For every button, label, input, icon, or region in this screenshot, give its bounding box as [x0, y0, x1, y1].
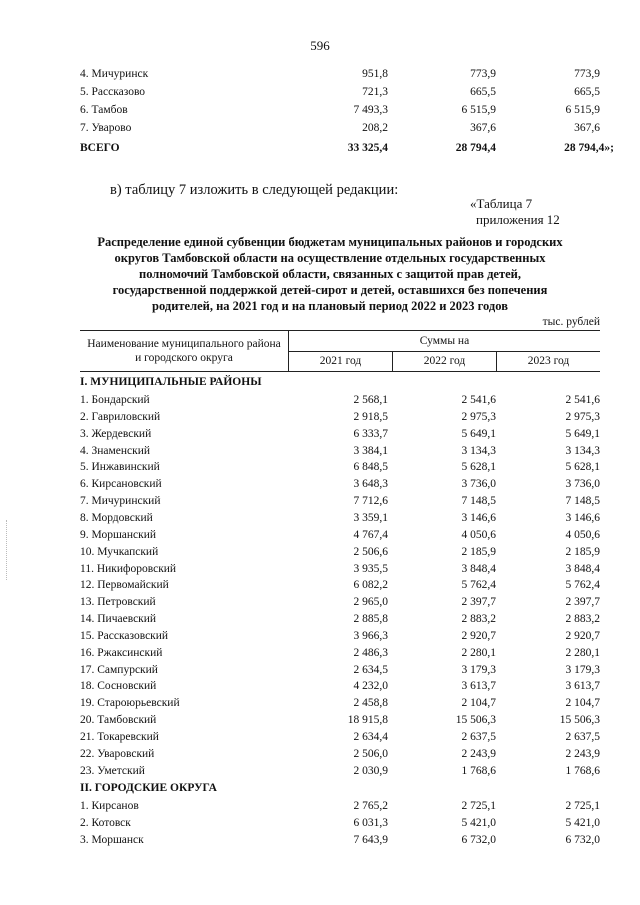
table-row: [80, 798, 600, 814]
row-value-2023: 5 762,4: [565, 579, 600, 592]
row-name: 1. Кирсанов: [80, 800, 139, 812]
header-name-line2: и городского округа: [135, 352, 233, 364]
row-value-2021: 2 634,4: [353, 731, 388, 743]
table-reference-line2: приложения 12: [476, 212, 560, 227]
table-row: [80, 409, 600, 425]
header-year-2023: 2023 год: [527, 355, 570, 367]
row-name: 2. Котовск: [80, 817, 131, 829]
row-value-2021: 2 506,0: [353, 747, 388, 760]
row-value-2021: 2 965,0: [353, 596, 388, 609]
row-value-3: 665,5: [574, 86, 600, 98]
row-name: 4. Знаменский: [80, 444, 151, 457]
row-name: 17. Сампурский: [80, 663, 158, 676]
row-value-1: 951,8: [362, 68, 388, 80]
row-value-2021: 4 232,0: [353, 680, 388, 693]
table-row: [80, 66, 600, 82]
table-row: [80, 712, 600, 728]
row-value-2021: 3 966,3: [353, 629, 388, 642]
table-row: [80, 815, 600, 831]
table-row: [80, 510, 600, 526]
table-row: [80, 84, 600, 100]
instruction-text: в) таблицу 7 изложить в следующей редакции:: [110, 182, 399, 198]
row-value-2022: 2 280,1: [461, 646, 496, 659]
row-value-2023: 2 541,6: [565, 394, 600, 406]
row-name: 16. Ржаксинский: [80, 646, 163, 659]
row-name: 23. Уметский: [80, 764, 145, 777]
table-row: [80, 392, 600, 408]
row-value-2023: 3 146,6: [565, 511, 600, 524]
row-name: 13. Петровский: [80, 596, 156, 609]
row-value-2022: 2 920,7: [461, 629, 496, 642]
row-name: 1. Бондарский: [80, 394, 150, 406]
row-value-2021: 2 506,6: [353, 545, 388, 558]
row-value-2022: 3 179,3: [461, 663, 496, 676]
row-value-2022: 7 148,5: [461, 495, 496, 508]
header-name-line1: Наименование муниципального района: [87, 338, 281, 350]
row-value-2021: 3 384,1: [353, 444, 388, 457]
row-name: 12. Первомайский: [80, 579, 169, 592]
row-name: 7. Мичуринский: [80, 495, 161, 508]
row-value-2022: 2 975,3: [461, 410, 496, 423]
section-title-city-districts: II. ГОРОДСКИЕ ОКРУГА: [80, 782, 217, 794]
row-value-2021: 2 885,8: [353, 613, 388, 626]
row-value-2023: 3 179,3: [565, 663, 600, 676]
row-value-2022: 3 848,4: [461, 562, 496, 575]
row-value-2022: 3 134,3: [461, 444, 496, 457]
table-row: [80, 746, 600, 762]
table-row: [80, 645, 600, 661]
row-value-2: 6 515,9: [461, 104, 496, 116]
row-value-2021: 4 767,4: [353, 528, 388, 541]
total-label: ВСЕГО: [80, 142, 120, 154]
row-name: 2. Гавриловский: [80, 410, 161, 423]
row-name: 21. Токаревский: [80, 731, 159, 743]
row-value-2022: 2 397,7: [461, 596, 496, 609]
row-value-1: 208,2: [362, 122, 388, 134]
row-value-2021: 2 458,8: [353, 697, 388, 710]
row-name: 3. Жердевский: [80, 427, 152, 440]
title-line: родителей, на 2021 год и на плановый период 2022 и 2023 годов: [152, 299, 508, 313]
row-value-2022: 3 146,6: [461, 511, 496, 524]
row-value-2022: 2 637,5: [461, 731, 496, 743]
table-title: [60, 234, 600, 314]
row-value-2021: 3 648,3: [353, 478, 388, 491]
row-value-2: 367,6: [470, 122, 496, 134]
row-name: 10. Мучкапский: [80, 545, 159, 558]
row-value-2023: 7 148,5: [565, 495, 600, 508]
row-value-2023: 3 134,3: [565, 444, 600, 457]
table-row: [80, 544, 600, 560]
row-value-2023: 5 628,1: [565, 461, 600, 474]
table-row: [80, 459, 600, 475]
title-line: округов Тамбовской области на осуществление отдельных государственных: [114, 251, 546, 265]
row-name: 18. Сосновский: [80, 680, 157, 693]
row-value-2023: 2 397,7: [565, 596, 600, 609]
table-row: [80, 426, 600, 442]
table-row: [80, 102, 600, 118]
table-row: [80, 443, 600, 459]
row-value-2021: 2 030,9: [353, 764, 388, 777]
row-value-2022: 4 050,6: [461, 528, 496, 541]
row-name: 8. Мордовский: [80, 511, 153, 524]
table-row: [80, 729, 600, 745]
row-value-2021: 2 568,1: [353, 394, 388, 406]
row-value-2021: 6 333,7: [353, 427, 388, 440]
row-value-2022: 2 541,6: [461, 394, 496, 406]
row-value-2023: 4 050,6: [565, 528, 600, 541]
table-reference-line1: «Таблица 7: [470, 196, 533, 211]
row-value-2021: 7 712,6: [353, 495, 388, 508]
table-row: [80, 695, 600, 711]
row-name: 15. Рассказовский: [80, 629, 169, 642]
row-value-2021: 2 634,5: [353, 663, 388, 676]
row-value-2022: 15 506,3: [455, 714, 496, 727]
row-value-2023: 5 421,0: [565, 817, 600, 829]
row-name: 6. Кирсановский: [80, 478, 162, 491]
page-number: 596: [310, 38, 330, 53]
row-value-2023: 2 243,9: [565, 747, 600, 760]
row-name: 3. Моршанск: [80, 834, 144, 846]
header-name-column: [80, 331, 289, 371]
row-value-2021: 2 486,3: [353, 646, 388, 659]
row-value-2022: 5 762,4: [461, 579, 496, 592]
total-value-2: 28 794,4: [455, 142, 496, 154]
row-value-2021: 6 031,3: [353, 817, 388, 829]
row-value-2021: 6 848,5: [353, 461, 388, 474]
row-value-3: 367,6: [574, 122, 600, 134]
row-value-2023: 2 104,7: [565, 697, 600, 710]
row-value-2023: 2 185,9: [565, 545, 600, 558]
table-row: [80, 120, 600, 136]
row-value-3: 773,9: [574, 68, 600, 80]
row-name: 6. Тамбов: [80, 104, 128, 116]
row-value-2022: 2 883,2: [461, 613, 496, 626]
row-name: 14. Пичаевский: [80, 613, 157, 626]
row-value-2021: 2 765,2: [353, 800, 388, 812]
row-value-2022: 3 736,0: [461, 478, 496, 491]
row-value-2023: 3 613,7: [565, 680, 600, 693]
row-value-2021: 7 643,9: [353, 834, 388, 846]
total-value-1: 33 325,4: [347, 142, 388, 154]
row-value-2023: 3 736,0: [565, 478, 600, 491]
row-value-2022: 5 628,1: [461, 461, 496, 474]
row-value-2023: 2 975,3: [565, 410, 600, 423]
table-row: [80, 678, 600, 694]
row-value-2022: 2 725,1: [461, 800, 496, 812]
row-value-2023: 2 725,1: [565, 800, 600, 812]
row-name: 19. Староюрьевский: [80, 697, 180, 710]
row-name: 4. Мичуринск: [80, 68, 149, 80]
row-value-1: 7 493,3: [353, 104, 388, 116]
table-row: [80, 476, 600, 492]
total-row: [80, 140, 614, 156]
row-value-2022: 2 185,9: [461, 545, 496, 558]
row-value-2023: 2 280,1: [565, 646, 600, 659]
table-row: [80, 577, 600, 593]
row-value-2023: 3 848,4: [565, 562, 600, 575]
title-line: полномочий Тамбовской области, связанных с защитой прав детей,: [139, 267, 521, 281]
table-row: [80, 611, 600, 627]
row-value-3: 6 515,9: [565, 104, 600, 116]
row-value-2021: 3 935,5: [353, 562, 388, 575]
table-row: [80, 628, 600, 644]
header-year-2022: 2022 год: [393, 352, 497, 371]
row-value-2023: 5 649,1: [565, 427, 600, 440]
row-name: 5. Рассказово: [80, 86, 146, 98]
table-row: [80, 662, 600, 678]
row-value-2021: 18 915,8: [347, 714, 388, 727]
row-value-2022: 5 649,1: [461, 427, 496, 440]
table-row: [80, 493, 600, 509]
row-value-2023: 2 920,7: [565, 629, 600, 642]
row-name: 5. Инжавинский: [80, 461, 160, 474]
table-row: [80, 594, 600, 610]
title-line: Распределение единой субвенции бюджетам муниципальных районов и городских: [97, 235, 563, 249]
row-value-2023: 1 768,6: [565, 764, 600, 777]
row-value-2: 773,9: [470, 68, 496, 80]
total-value-3: 28 794,4»;: [564, 142, 614, 154]
row-value-2022: 5 421,0: [461, 817, 496, 829]
row-value-2023: 2 637,5: [565, 731, 600, 743]
table-row: [80, 832, 600, 848]
table-row: [80, 527, 600, 543]
row-name: 20. Тамбовский: [80, 714, 157, 727]
units-label: тыс. рублей: [542, 316, 600, 328]
row-value-2022: 1 768,6: [461, 764, 496, 777]
row-value-2021: 6 082,2: [353, 579, 388, 592]
scan-mark: [6, 520, 8, 580]
title-line: государственной поддержкой детей-сирот и детей, оставшихся без попечения: [112, 283, 548, 297]
row-value-2022: 3 613,7: [461, 680, 496, 693]
header-year-2021: 2021 год: [289, 352, 393, 371]
table-row: [80, 763, 600, 779]
row-value-1: 721,3: [362, 86, 388, 98]
section-title-districts: I. МУНИЦИПАЛЬНЫЕ РАЙОНЫ: [80, 376, 262, 388]
row-value-2022: 2 104,7: [461, 697, 496, 710]
row-value-2: 665,5: [470, 86, 496, 98]
row-value-2023: 2 883,2: [565, 613, 600, 626]
table-reference: [470, 196, 560, 228]
header-sums: Суммы на: [289, 331, 600, 352]
row-name: 22. Уваровский: [80, 747, 155, 760]
table-header: [80, 330, 600, 372]
row-value-2022: 2 243,9: [461, 747, 496, 760]
table-row: [80, 561, 600, 577]
row-value-2021: 3 359,1: [353, 511, 388, 524]
row-value-2022: 6 732,0: [461, 834, 496, 846]
row-name: 11. Никифоровский: [80, 562, 177, 575]
row-name: 7. Уварово: [80, 122, 132, 134]
row-name: 9. Моршанский: [80, 528, 157, 541]
row-value-2023: 15 506,3: [559, 714, 600, 727]
row-value-2021: 2 918,5: [353, 410, 388, 423]
row-value-2023: 6 732,0: [565, 834, 600, 846]
